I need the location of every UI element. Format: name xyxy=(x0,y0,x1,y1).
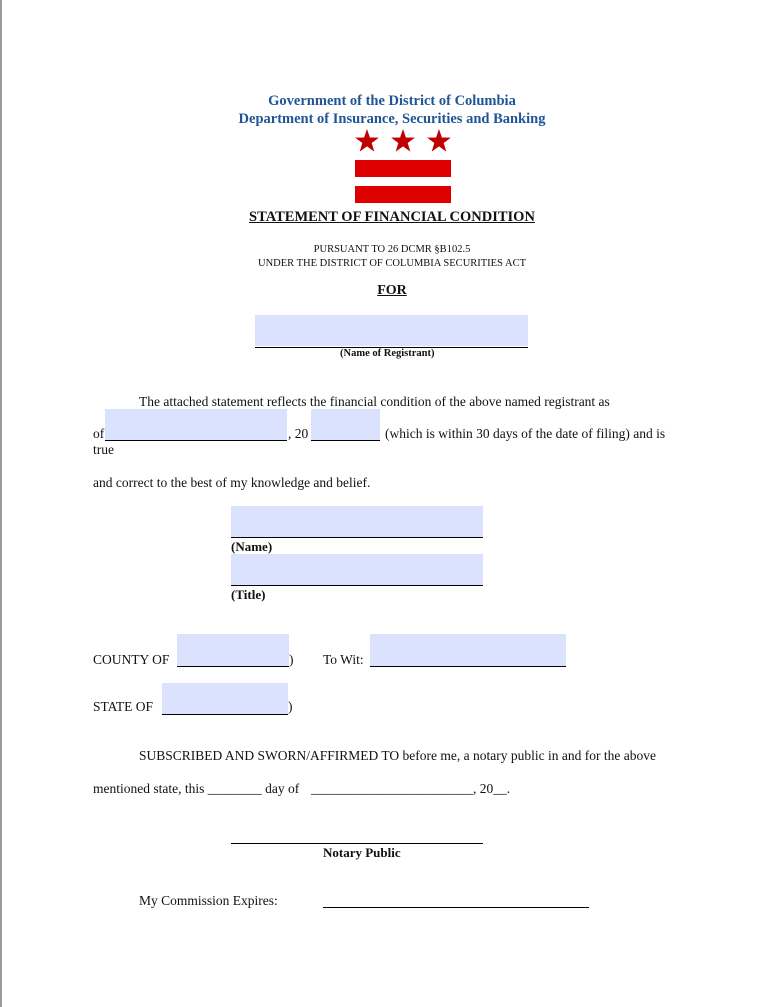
to-wit-field[interactable] xyxy=(370,634,566,666)
date-underline xyxy=(105,440,287,441)
sworn-line-2b: ________________________, 20__. xyxy=(311,781,511,796)
to-wit-label: To Wit: xyxy=(323,652,364,667)
sworn-line-1: SUBSCRIBED AND SWORN/AFFIRMED TO before me, a notary public in and for the above xyxy=(139,748,656,763)
year-field[interactable] xyxy=(311,409,380,440)
commission-line xyxy=(323,907,589,908)
flag-stripe-bottom xyxy=(355,186,451,203)
within-text: (which is within 30 days of the date of filing) and is xyxy=(385,426,666,441)
comma-twenty: , 20 xyxy=(288,426,309,441)
pursuant-line: PURSUANT TO 26 DCMR §B102.5 xyxy=(313,244,471,255)
registrant-caption: (Name of Registrant) xyxy=(340,348,435,359)
flag-stripe-top xyxy=(355,160,451,177)
statement-line-3: and correct to the best of my knowledge and belief. xyxy=(93,475,371,490)
registrant-name-field[interactable] xyxy=(255,315,528,346)
department-line: Department of Insurance, Securities and Banking xyxy=(238,111,546,127)
county-paren: ) xyxy=(289,652,294,667)
notary-caption: Notary Public xyxy=(323,845,401,860)
county-field[interactable] xyxy=(177,634,289,666)
government-line: Government of the District of Columbia xyxy=(268,93,516,109)
county-label: COUNTY OF xyxy=(93,652,170,667)
dc-flag-stars xyxy=(354,128,452,154)
state-paren: ) xyxy=(288,699,293,714)
to-wit-underline xyxy=(370,666,566,667)
page-border xyxy=(0,0,2,1007)
notary-signature-line xyxy=(231,843,483,844)
state-field[interactable] xyxy=(162,683,288,714)
signer-name-field[interactable] xyxy=(231,506,483,537)
sworn-line-2a: mentioned state, this ________ day of xyxy=(93,781,300,796)
commission-label: My Commission Expires: xyxy=(139,893,278,908)
title-caption: (Title) xyxy=(231,587,266,602)
date-field[interactable] xyxy=(105,409,287,440)
star-icon xyxy=(427,129,451,152)
star-icon xyxy=(355,129,379,152)
county-underline xyxy=(177,666,289,667)
signer-title-underline xyxy=(231,585,483,586)
state-label: STATE OF xyxy=(93,699,154,714)
statement-line-1: The attached statement reflects the financial condition of the above named registrant as xyxy=(139,394,610,409)
year-underline xyxy=(311,440,380,441)
state-underline xyxy=(162,714,288,715)
true-word: true xyxy=(93,442,114,457)
for-label: FOR xyxy=(377,283,407,298)
name-caption: (Name) xyxy=(231,539,273,554)
of-prefix: of xyxy=(93,426,105,441)
securities-act-line: UNDER THE DISTRICT OF COLUMBIA SECURITIES ACT xyxy=(258,258,526,269)
signer-name-underline xyxy=(231,537,483,538)
star-icon xyxy=(391,129,415,152)
document-title: STATEMENT OF FINANCIAL CONDITION xyxy=(249,209,535,225)
signer-title-field[interactable] xyxy=(231,554,483,585)
